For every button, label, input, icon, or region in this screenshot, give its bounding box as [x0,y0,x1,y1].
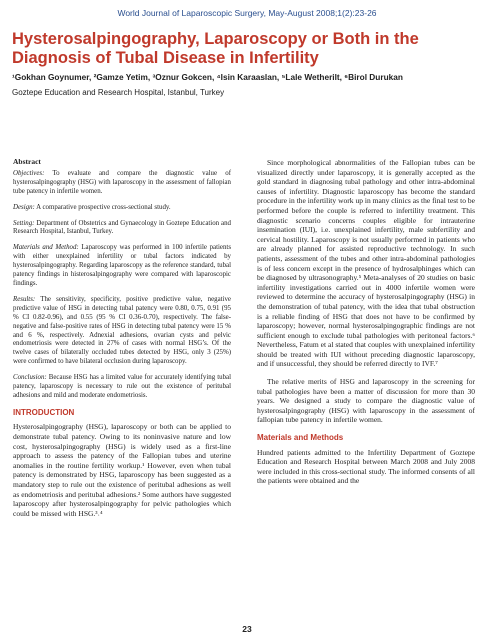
journal-header: World Journal of Laparoscopic Surgery, May-August 2008;1(2):23-26 [117,8,377,18]
page-number: 23 [242,624,252,634]
right-column [257,158,475,494]
intro-paragraph: Hysterosalpingography (HSG), laparoscopy or both can be applied to demonstrate tubal patency. Owing to its noninvasive nature and low cost, hysterosalpingography (HSG) is widely used as a first-line approach to assess the patency of the Fallopian tubes and uterine anomalies in the routine fertility workup.¹ However, even when tubal patency is demonstrated by HSG, laparoscopy has been suggested as a mandatory step to rule out the existence of peritubal adhesions as well as endometriosis and peritubal adhesions.² Some authors have suggested laparoscopy after hysterosalpingography for pelvic pathologies which could be missed with HSG.³˒⁴ [13,422,231,518]
abstract-methods [13,244,231,289]
setting-label: Setting: [13,219,35,227]
objectives-text: To evaluate and compare the diagnostic value of hysterosalpingography (HSG) with laparoscopy in the assessment of fallopian tube patency in infertile women. [13,169,231,195]
results-text: The sensitivity, specificity, positive predictive value, negative predictive value of HSG in detecting tubal patency were 0.80, 0.75, 0.91 (95 % CI 0.82-0.96), and 0.55 (95 % CI 0.36-0.70), respectively. The false- negative and false-positive rates of HSG in detecting tubal patency were 15 % and 6 %, respectively. Adnexial adhesions, ovarian cysts and pelvic endometriosis were detected in 27% of cases with normal HSG’s. Of the twelve cases of bilaterally occluded tubes detected by HSG, only 3 (25%) were confirmed to have bilateral occlusion during laparoscopy. [13,295,231,366]
objectives-label: Objectives: [13,169,45,177]
methods-heading: Materials and Methods [257,433,344,443]
results-label: Results: [13,295,36,303]
abstract-results [13,296,231,367]
conclusion-text: Because HSG has a limited value for accurately identifying tubal patency, laparoscopy is necessary to rule out the existence of peritubal adhesions and mild and moderate endometriosis. [13,374,231,399]
design-text: A comparative prospective cross-sectional study. [34,203,171,211]
left-column [13,158,231,526]
methods-text: Laparoscopy was performed in 100 infertile patients with either unexplained infertility or tubal factors indicated by hysterosalpingography. Regarding laparoscopy as the reference standard, tubal patency findings in histerosalpingography were compared with laparoscopic findings. [13,244,231,287]
intro-heading: INTRODUCTION [13,407,75,417]
author-list: ¹Gokhan Goynumer, ²Gamze Yetim, ³Oznur Gokcen, ⁴Isin Karaaslan, ⁵Lale Wetherilt, ⁶Birol Durukan [12,72,403,82]
body-paragraph-1: Since morphological abnormalities of the Fallopian tubes can be visualized directly under laparoscopy, it is generally accepted as the gold standard in diagnosing tubal pathology and other intra-abdominal causes of infertility. Diagnostic laparoscopy has become the standard procedure in the infertility work up in many clinics as the final test to be performed before the couple is referred to infertility treatment. This diagnostic scenario concerns couples eligible for intrauterine insemination (IUI), i.e. unexplained infertility, male subfertility and cervical hostility. Laparoscopy is not usually performed in patients who are already planned for assisted reproductive technology. In such patients, assessment of the tubes and other intra-abdominal pathologies is of less concern except in the presence of hydrosalphinges which can be diagnosed by ultrasonography.⁵ Meta-analyses of 20 studies on basic infertility investigations carried out in 4000 infertile women were reviewed to determine the accuracy of hysterosalpingography (HSG) in the demonstration of tubal patency, with the idea that tubal obstruction is a reliable finding of HSG that does not have to be confirmed by laparoscopy; however, normal hysterosalpingographic findings are not sufficient enough to exclude tubal pathologies with peritoneal factors.⁶ Nevertheless, Fatum et al stated that couples with unexplained infertility should be treated with IUI without preceding diagnostic laparoscopy, and if unsuccessful, they should be referred directly to IVF.⁷ [257,158,475,369]
methods-label: Materials and Method: [13,244,79,252]
abstract [13,158,231,401]
abstract-setting [13,220,231,238]
setting-text: Department of Obstetrics and Gynaecology in Goztepe Education and Research Hospital, Istanbul, Turkey. [13,219,231,236]
abstract-design [13,204,231,213]
abstract-heading: Abstract [13,157,41,166]
article-title: Hysterosalpingography, Laparoscopy or Both in the Diagnosis of Tubal Disease in Infertility [12,30,419,67]
methods-paragraph: Hundred patients admitted to the Infertility Department of Goztepe Education and Research Hospital between March 2008 and July 2008 were included in this cross-sectional study. The informed consents of all the patients were obtained and the [257,447,475,486]
affiliation: Goztepe Education and Research Hospital, Istanbul, Turkey [12,88,225,97]
body-paragraph-2: The relative merits of HSG and laparoscopy in the screening for tubal pathologies have been a matter of discussion for more than 30 years. We designed a study to compare the diagnostic value of hysterosalpingography (HSG) with laparoscopy in the assessment of fallopian tube patency in infertile women. [257,377,475,425]
abstract-conclusion [13,374,231,401]
conclusion-label: Conclusion: [13,374,47,382]
design-label: Design: [13,203,35,211]
abstract-objectives [13,170,231,197]
